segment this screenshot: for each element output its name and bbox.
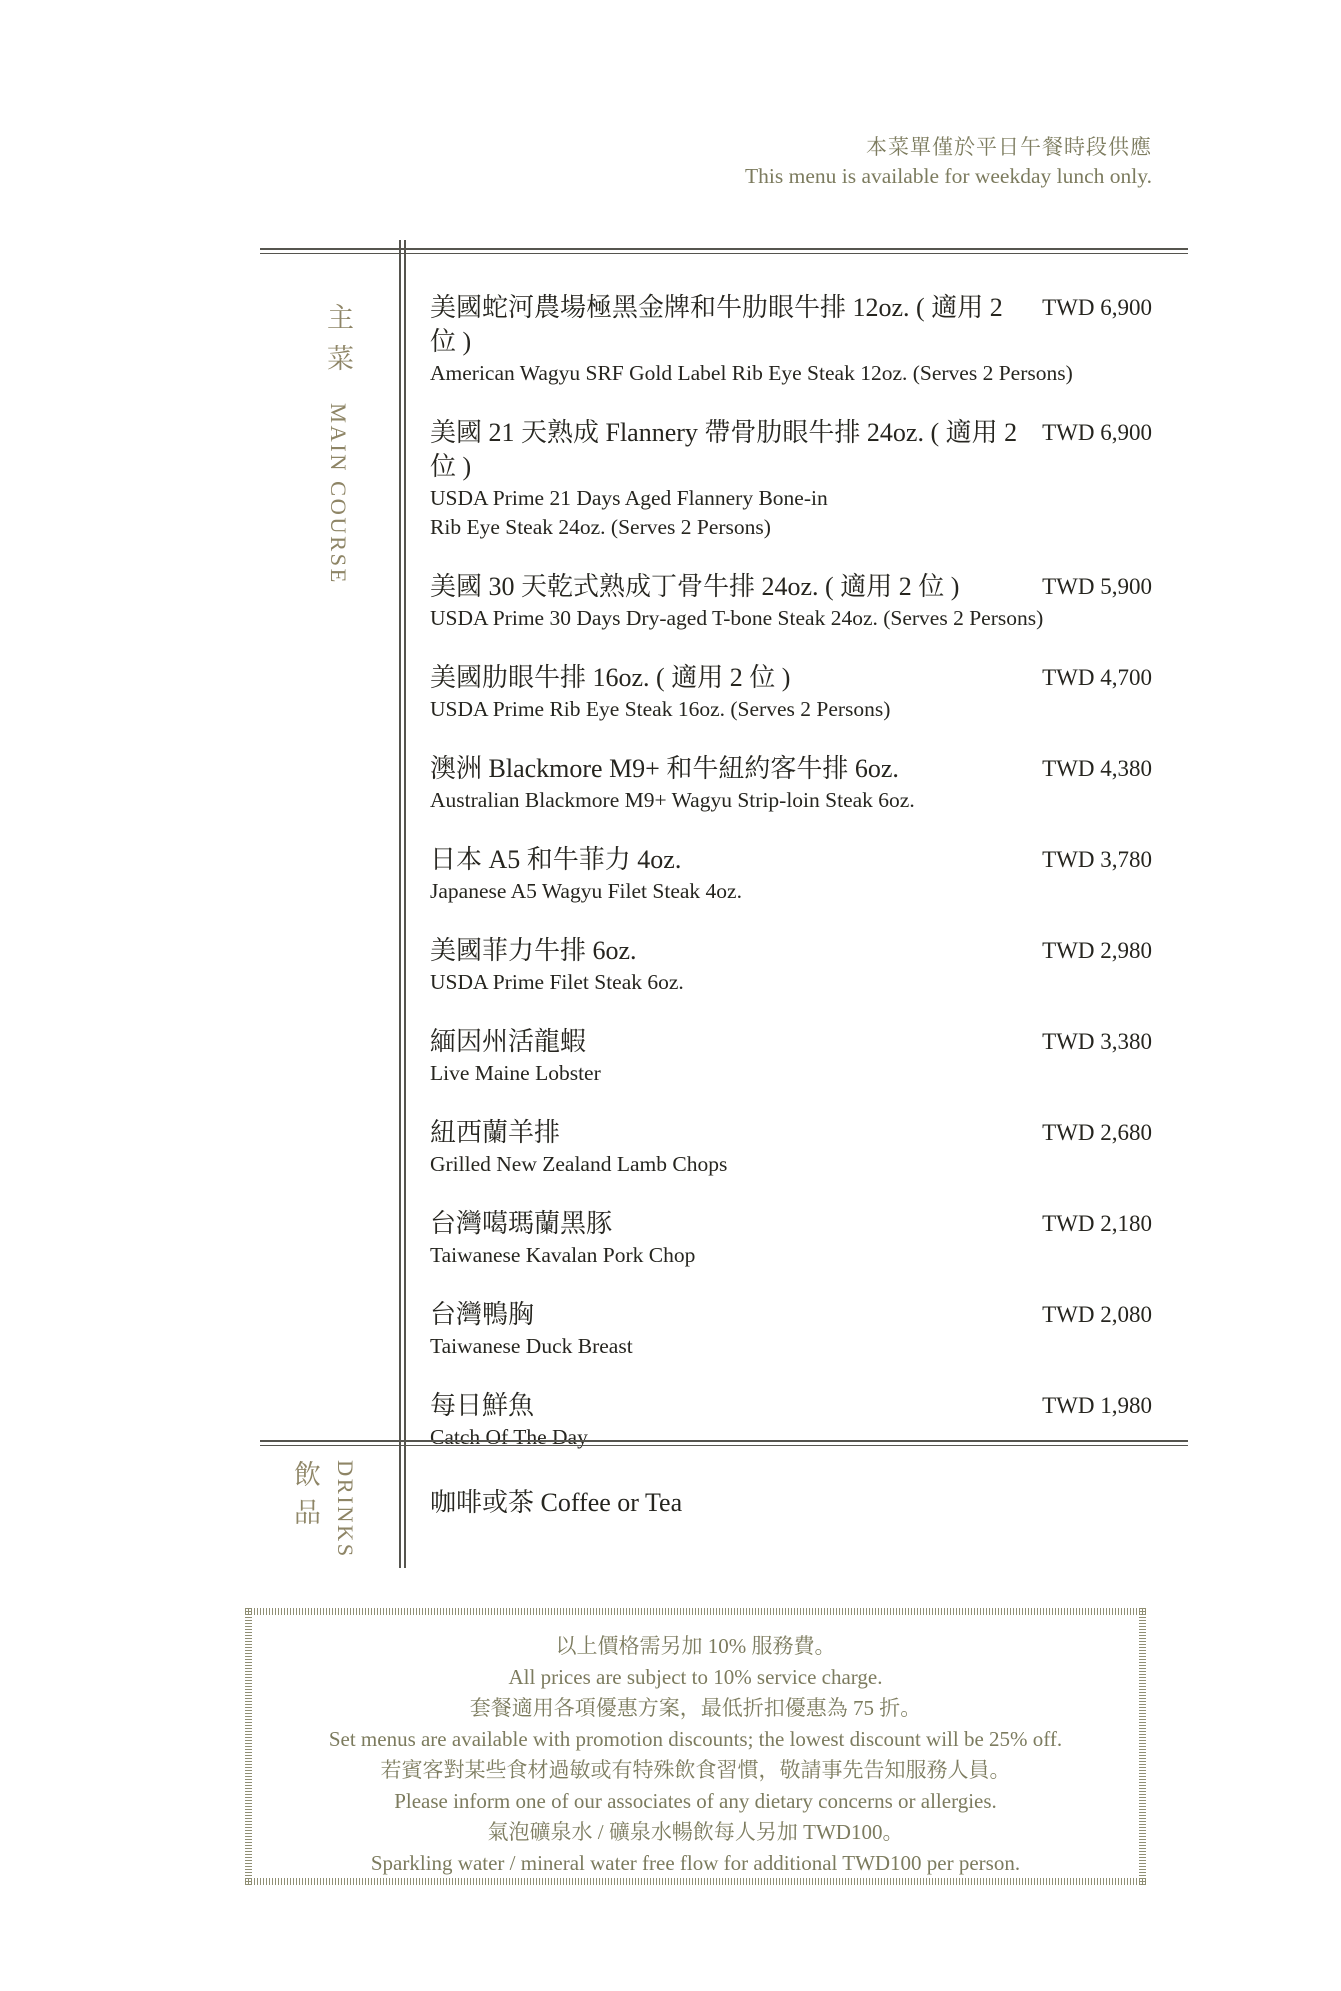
menu-item-price: TWD 6,900 [1042, 420, 1152, 445]
menu-item-name-en [430, 786, 1152, 815]
menu-item-name-en-line: Grilled New Zealand Lamb Chops [430, 1152, 728, 1176]
availability-note-zh: 本菜單僅於平日午餐時段供應 [866, 135, 1152, 159]
drinks-label-zh: 飲品 [290, 1460, 320, 1536]
menu-item-price: TWD 3,780 [1042, 847, 1152, 872]
menu-item-name-en [430, 1059, 1152, 1088]
drinks-divider-rule [260, 1440, 1188, 1446]
menu-item-name-zh: 美國菲力牛排 6oz. [430, 936, 637, 965]
menu-item-name-en [430, 359, 1152, 388]
menu-item-name-zh: 每日鮮魚 [430, 1391, 535, 1420]
menu-item-name-en-line: USDA Prime Filet Steak 6oz. [430, 970, 684, 994]
menu-item [430, 934, 1152, 997]
menu-item-price: TWD 2,980 [1042, 938, 1152, 963]
drinks-item: 咖啡或茶 Coffee or Tea [430, 1488, 683, 1517]
menu-item-price: TWD 4,380 [1042, 756, 1152, 781]
menu-item-price: TWD 4,700 [1042, 665, 1152, 690]
menu-item-name-zh: 緬因州活龍蝦 [430, 1027, 587, 1056]
menu-item-name-zh: 美國 30 天乾式熟成丁骨牛排 24oz. ( 適用 2 位 ) [430, 572, 960, 601]
vertical-divider-rule [399, 240, 406, 1568]
notes-line: Sparkling water / mineral water free flow for additional TWD100 per person. [370, 1851, 1021, 1875]
menu-item-price: TWD 3,380 [1042, 1029, 1152, 1054]
section-label-drinks [286, 1460, 358, 1559]
menu-item-price: TWD 2,080 [1042, 1302, 1152, 1327]
menu-item-name-zh: 澳洲 Blackmore M9+ 和牛紐約客牛排 6oz. [430, 754, 899, 783]
menu-item-name-en-line: USDA Prime 21 Days Aged Flannery Bone-in [430, 486, 828, 510]
main-course-label-zh: 主菜 [323, 303, 353, 385]
main-course-item-list [430, 291, 1152, 1480]
menu-item [430, 1025, 1152, 1088]
menu-item-name-zh: 紐西蘭羊排 [430, 1118, 561, 1147]
menu-item [430, 661, 1152, 724]
menu-item [430, 843, 1152, 906]
menu-item [430, 752, 1152, 815]
menu-item-name-en-line: Rib Eye Steak 24oz. (Serves 2 Persons) [430, 515, 771, 539]
menu-item [430, 291, 1152, 388]
notes-line: Please inform one of our associates of any dietary concerns or allergies. [394, 1789, 997, 1813]
notes-line: 以上價格需另加 10% 服務費。 [555, 1634, 836, 1658]
menu-item-name-en-line: Catch Of The Day [430, 1425, 588, 1449]
menu-item-name-zh: 美國蛇河農場極黑金牌和牛肋眼牛排 12oz. ( 適用 2 位 ) [430, 293, 1003, 356]
availability-note [745, 132, 1152, 190]
menu-item-name-en [430, 484, 1152, 542]
menu-item-name-en [430, 1241, 1152, 1270]
menu-item [430, 416, 1152, 542]
notes-line: All prices are subject to 10% service charge. [508, 1665, 883, 1689]
menu-item-name-en-line: USDA Prime 30 Days Dry-aged T-bone Steak 24oz. (Serves 2 Persons) [430, 606, 1044, 630]
menu-item-name-en [430, 877, 1152, 906]
menu-item-name-zh: 美國 21 天熟成 Flannery 帶骨肋眼牛排 24oz. ( 適用 2 位 ) [430, 418, 1018, 481]
notes-line: 套餐適用各項優惠方案，最低折扣優惠為 75 折。 [469, 1696, 922, 1720]
main-course-label-en: MAIN COURSE [326, 403, 351, 585]
menu-item-name-en [430, 1332, 1152, 1361]
menu-item-name-en-line: Live Maine Lobster [430, 1061, 601, 1085]
menu-item [430, 1116, 1152, 1179]
menu-item-name-zh: 美國肋眼牛排 16oz. ( 適用 2 位 ) [430, 663, 791, 692]
menu-item-name-en-line: USDA Prime Rib Eye Steak 16oz. (Serves 2 Persons) [430, 697, 891, 721]
menu-item-price: TWD 2,680 [1042, 1120, 1152, 1145]
notes-box [245, 1608, 1146, 1885]
drinks-label-en: DRINKS [333, 1460, 358, 1559]
menu-item [430, 570, 1152, 633]
notes-line: 若賓客對某些食材過敏或有特殊飲食習慣，敬請事先告知服務人員。 [380, 1758, 1011, 1782]
menu-item-name-en-line: Australian Blackmore M9+ Wagyu Strip-loin Steak 6oz. [430, 788, 915, 812]
menu-item-name-zh: 日本 A5 和牛菲力 4oz. [430, 845, 682, 874]
menu-item-name-en-line: Japanese A5 Wagyu Filet Steak 4oz. [430, 879, 742, 903]
section-label-main-course [319, 303, 358, 585]
menu-item [430, 1298, 1152, 1361]
menu-item-price: TWD 6,900 [1042, 295, 1152, 320]
menu-item-name-zh: 台灣鴨胸 [430, 1300, 535, 1329]
menu-item-name-en-line: Taiwanese Duck Breast [430, 1334, 633, 1358]
notes-line: 氣泡礦泉水 / 礦泉水暢飲每人另加 TWD100。 [487, 1820, 904, 1844]
menu-item-name-zh: 台灣噶瑪蘭黑豚 [430, 1209, 613, 1238]
menu-item-name-en [430, 1150, 1152, 1179]
menu-item-name-en-line: American Wagyu SRF Gold Label Rib Eye Steak 12oz. (Serves 2 Persons) [430, 361, 1073, 385]
menu-item-name-en-line: Taiwanese Kavalan Pork Chop [430, 1243, 696, 1267]
notes-line: Set menus are available with promotion discounts; the lowest discount will be 25% off. [328, 1727, 1063, 1751]
availability-note-en: This menu is available for weekday lunch only. [745, 164, 1152, 188]
menu-item-name-en [430, 695, 1152, 724]
menu-item-price: TWD 2,180 [1042, 1211, 1152, 1236]
menu-item [430, 1207, 1152, 1270]
menu-item-name-en [430, 604, 1152, 633]
menu-item-price: TWD 5,900 [1042, 574, 1152, 599]
menu-item-price: TWD 1,980 [1042, 1393, 1152, 1418]
menu-item-name-en [430, 1423, 1152, 1452]
menu-item-name-en [430, 968, 1152, 997]
